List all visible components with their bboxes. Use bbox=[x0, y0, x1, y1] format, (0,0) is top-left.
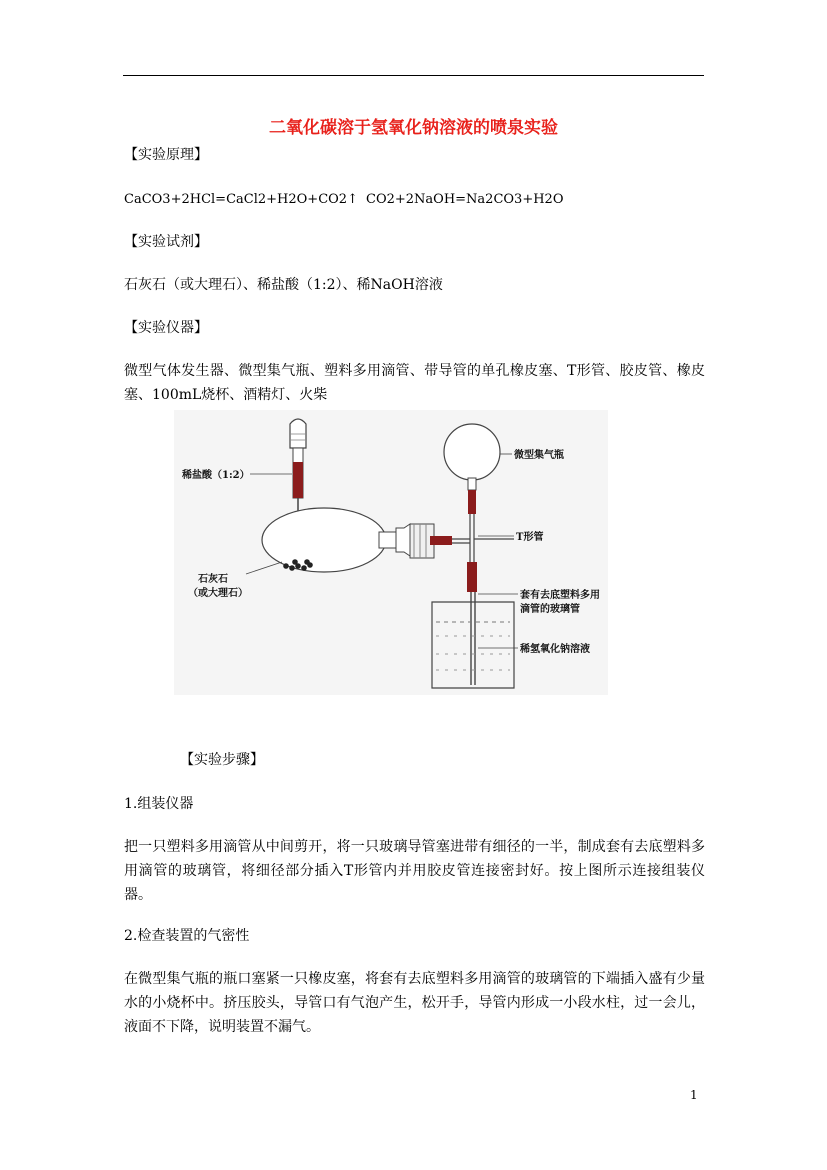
principle-heading: 【实验原理】 bbox=[124, 147, 208, 163]
equation-1: CaCO3+2HCl=CaCl2+H2O+CO2↑ bbox=[124, 192, 358, 207]
apparatus-figure bbox=[174, 410, 608, 695]
label-t-tube: T形管 bbox=[516, 532, 544, 543]
instruments-text: 微型气体发生器、微型集气瓶、塑料多用滴管、带导管的单孔橡皮塞、T形管、胶皮管、橡皮塞、100mL烧杯、酒精灯、火柴 bbox=[124, 363, 705, 403]
page-number: 1 bbox=[690, 1088, 698, 1102]
label-dilute-hcl: 稀盐酸（1:2） bbox=[182, 470, 250, 481]
reagents-heading: 【实验试剂】 bbox=[124, 234, 208, 250]
label-collecting-bottle: 微型集气瓶 bbox=[514, 450, 564, 461]
page-title: 二氧化碳溶于氢氧化钠溶液的喷泉实验 bbox=[269, 118, 558, 138]
header-rule bbox=[123, 75, 704, 76]
reagents-text: 石灰石（或大理石）、稀盐酸（1:2）、稀NaOH溶液 bbox=[124, 277, 443, 293]
step1-title: 1.组装仪器 bbox=[124, 796, 194, 812]
label-naoh-solution: 稀氢氧化钠溶液 bbox=[520, 644, 590, 655]
steps-heading: 【实验步骤】 bbox=[180, 752, 264, 768]
label-limestone: 石灰石 bbox=[198, 574, 228, 585]
step1-text: 把一只塑料多用滴管从中间剪开，将一只玻璃导管塞进带有细径的一半，制成套有去底塑料多用滴管的玻璃管，将细径部分插入T形管内并用胶皮管连接密封好。按上图所示连接组装仪器。 bbox=[124, 839, 705, 903]
step2-title: 2.检查装置的气密性 bbox=[124, 928, 250, 944]
step2-text: 在微型集气瓶的瓶口塞紧一只橡皮塞，将套有去底塑料多用滴管的玻璃管的下端插入盛有少量水的小烧杯中。挤压胶头，导管口有气泡产生，松开手，导管内形成一小段水柱，过一会儿，液面不下降，说明装置不漏气。 bbox=[124, 971, 705, 1035]
label-marble: （或大理石） bbox=[188, 588, 248, 599]
label-glass-tube-line2: 滴管的玻璃管 bbox=[520, 604, 580, 615]
equation-2: CO2+2NaOH=Na2CO3+H2O bbox=[366, 192, 564, 207]
instruments-heading: 【实验仪器】 bbox=[124, 320, 208, 336]
label-glass-tube-line1: 套有去底塑料多用 bbox=[520, 590, 600, 601]
